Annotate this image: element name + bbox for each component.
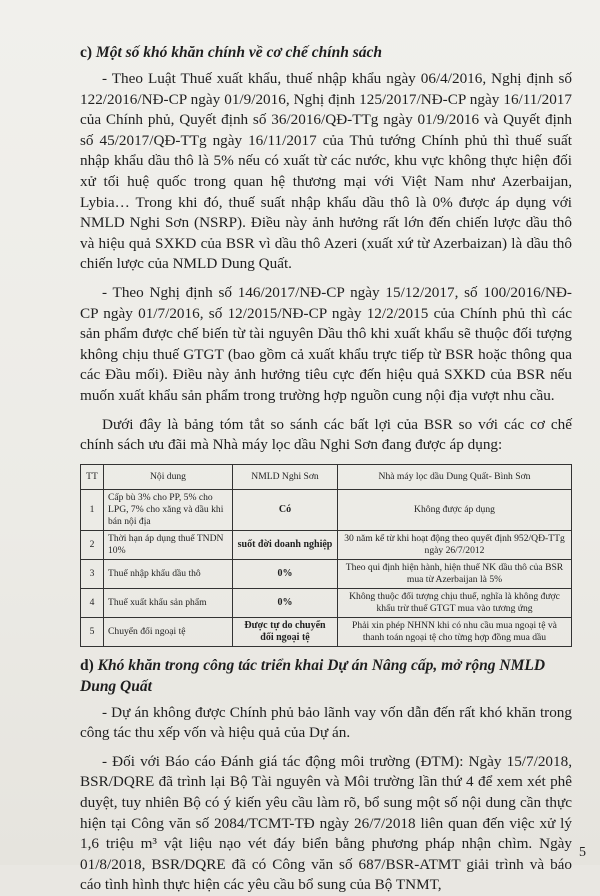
table-header-row bbox=[81, 464, 572, 489]
header-tt: TT bbox=[81, 464, 104, 489]
section-d-heading bbox=[80, 655, 572, 697]
cell-dung-quat: 30 năm kể từ khi hoạt động theo quyết định 952/QĐ-TTg ngày 26/7/2012 bbox=[338, 530, 572, 559]
cell-nghi-son: 0% bbox=[233, 559, 338, 588]
table-row bbox=[81, 588, 572, 617]
section-c-label: c) bbox=[80, 44, 93, 61]
comparison-table bbox=[80, 464, 572, 647]
paragraph-c-3: Dưới đây là bảng tóm tắt so sánh các bất lợi của BSR so với các cơ chế chính sách ưu đãi mà Nhà máy lọc dầu Nghi Sơn đang được áp dụng: bbox=[80, 415, 572, 454]
table-row bbox=[81, 530, 572, 559]
cell-dung-quat: Không thuộc đối tượng chịu thuế, nghĩa là không được khấu trừ thuế GTGT mua vào tương ứng bbox=[338, 588, 572, 617]
cell-noi-dung: Chuyển đổi ngoại tệ bbox=[104, 617, 233, 646]
paragraph-c-1: - Theo Luật Thuế xuất khẩu, thuế nhập khẩu ngày 06/4/2016, Nghị định số 122/2016/NĐ-CP ngày 01/9/2016, Nghị định 125/2017/NĐ-CP ngày 16/11/2017 của Chính phủ, Quyết định số 36/2016/QĐ-TTg ngày 01/9/2016 và Quyết định số 45/2017/QĐ-TTg ngày 16/11/2017 của Thủ tướng Chính phủ thì thuế suất nhập khẩu dầu thô là 5% nếu có xuất từ các nước, khu vực không thực hiện đối xử tối huệ quốc trong quan hệ thương mại với Việt Nam như Azerbaijan, Lybia… Trong khi đó, thuế suất nhập khẩu dầu thô là 0% được áp dụng với NMLD Nghi Sơn (NSRP). Điều này ảnh hưởng rất lớn đến chiến lược dầu thô và hiệu quả SXKD của BSR vì dầu thô Azeri (xuất xứ từ Azerbaizan) là dầu thô chiến lược của NMLD Dung Quất. bbox=[80, 70, 572, 273]
table-row bbox=[81, 559, 572, 588]
cell-noi-dung: Thuế xuất khẩu sản phẩm bbox=[104, 588, 233, 617]
header-dung-quat: Nhà máy lọc dầu Dung Quất- Bình Sơn bbox=[338, 464, 572, 489]
paragraph-c-2: - Theo Nghị định số 146/2017/NĐ-CP ngày 15/12/2017, số 100/2016/NĐ-CP ngày 01/7/2016, số 12/2015/NĐ-CP ngày 12/2/2015 của Chính phủ thì các sản phẩm được chế biến từ tài nguyên Dầu thô khi xuất khẩu sẽ thuộc đối tượng không chịu thuế GTGT (bao gồm cả xuất khẩu trực tiếp từ BSR hoặc thông qua các Đầu mối). Điều này ảnh hưởng tiêu cực đến hiệu quả SXKD của BSR nếu muốn xuất khẩu sản phẩm trong trường hợp nguồn cung nội địa vượt nhu cầu. bbox=[80, 283, 572, 404]
table-row bbox=[81, 617, 572, 646]
cell-noi-dung: Thời hạn áp dụng thuế TNDN 10% bbox=[104, 530, 233, 559]
page-number: 5 bbox=[579, 845, 586, 860]
cell-dung-quat: Theo qui định hiện hành, hiện thuế NK dầu thô của BSR mua từ Azerbaijan là 5% bbox=[338, 559, 572, 588]
cell-tt: 4 bbox=[81, 588, 104, 617]
cell-nghi-son: Được tự do chuyển đổi ngoại tệ bbox=[233, 617, 338, 646]
cell-nghi-son: Có bbox=[233, 489, 338, 530]
paragraph-d-1: - Dự án không được Chính phủ bảo lãnh vay vốn dẫn đến rất khó khăn trong công tác thu xếp vốn và hiệu quả của Dự án. bbox=[80, 703, 572, 742]
cell-noi-dung: Cấp bù 3% cho PP, 5% cho LPG, 7% cho xăng và dầu khi bán nội địa bbox=[104, 489, 233, 530]
cell-nghi-son: suốt đời doanh nghiệp bbox=[233, 530, 338, 559]
cell-dung-quat: Phải xin phép NHNN khi có nhu cầu mua ngoại tệ và thanh toán ngoại tệ cho từng hợp đồng mua dầu bbox=[338, 617, 572, 646]
header-noi-dung: Nội dung bbox=[104, 464, 233, 489]
table-row bbox=[81, 489, 572, 530]
cell-dung-quat: Không được áp dụng bbox=[338, 489, 572, 530]
cell-tt: 3 bbox=[81, 559, 104, 588]
section-d-title: Khó khăn trong công tác triển khai Dự án Nâng cấp, mở rộng NMLD Dung Quất bbox=[80, 656, 546, 695]
cell-noi-dung: Thuế nhập khẩu dầu thô bbox=[104, 559, 233, 588]
section-c-heading bbox=[80, 42, 572, 63]
cell-tt: 1 bbox=[81, 489, 104, 530]
section-c-title: Một số khó khăn chính về cơ chế chính sách bbox=[95, 44, 382, 61]
cell-tt: 5 bbox=[81, 617, 104, 646]
paragraph-d-2: - Đối với Báo cáo Đánh giá tác động môi trường (ĐTM): Ngày 15/7/2018, BSR/DQRE đã trình lại Bộ Tài nguyên và Môi trường lần thứ 4 để xem xét phê duyệt, tuy nhiên Bộ có ý kiến yêu cầu làm rõ, bổ sung một số nội dung cần thực hiện tại Công văn số 2084/TCMT-TĐ ngày 26/7/2018 liên quan đến việc xử lý 1,6 triệu m³ vật liệu nạo vét đáy biển bằng phương pháp nhận chìm. Ngày 01/8/2018, BSR/DQRE đã có Công văn số 687/BSR-ATMT giải trình và báo cáo tình hình thực hiện các yêu cầu bổ sung của Bộ TNMT, bbox=[80, 752, 572, 894]
header-nghi-son: NMLD Nghi Sơn bbox=[233, 464, 338, 489]
cell-tt: 2 bbox=[81, 530, 104, 559]
section-d-label: d) bbox=[80, 656, 94, 674]
cell-nghi-son: 0% bbox=[233, 588, 338, 617]
